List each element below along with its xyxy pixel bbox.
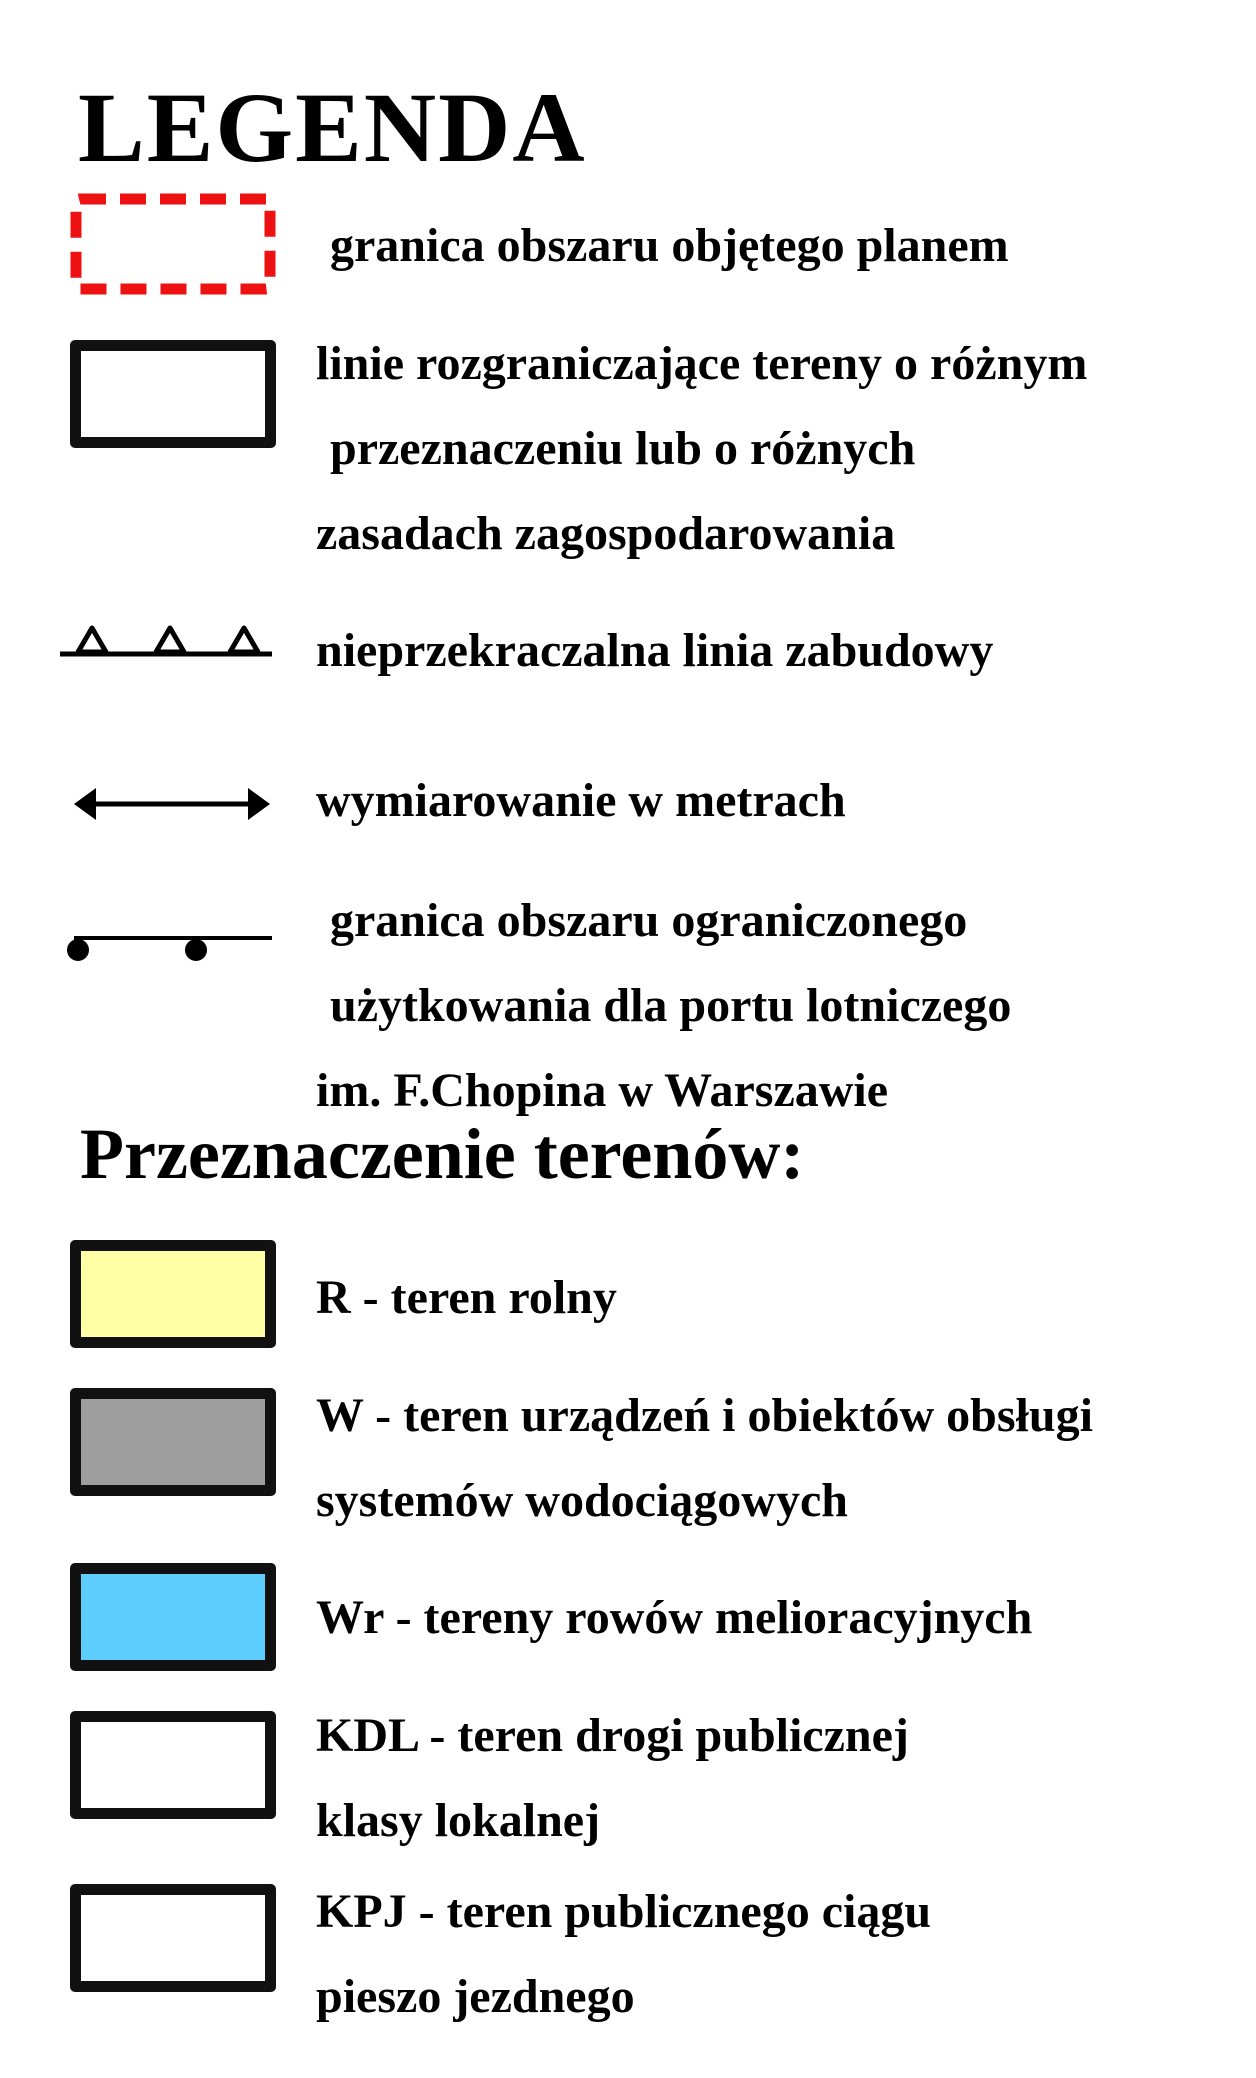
- double-arrow-icon: [72, 782, 272, 826]
- land-use-w-label-2: systemów wodociągowych: [316, 1474, 848, 1527]
- land-use-swatch-w: [70, 1388, 276, 1496]
- legend-item-airport-area-line-1: granica obszaru ograniczonego: [330, 894, 968, 947]
- land-use-swatch-kdl: [70, 1711, 276, 1819]
- triangle-building-line-icon: [58, 618, 276, 664]
- land-use-swatch-wr: [70, 1563, 276, 1671]
- legend-item-demarcation-line-3: zasadach zagospodarowania: [316, 507, 896, 560]
- land-use-kpj-label-1: KPJ - teren publicznego ciągu: [316, 1885, 932, 1938]
- land-use-kpj-label-2: pieszo jezdnego: [316, 1970, 635, 2023]
- legend-item-demarcation-line-2: przeznaczeniu lub o różnych: [330, 422, 916, 475]
- land-use-w-label-1: W - teren urządzeń i obiektów obsługi: [316, 1389, 1093, 1442]
- land-use-swatch-r: [70, 1240, 276, 1348]
- legend-item-building-line-label: nieprzekraczalna linia zabudowy: [316, 624, 994, 677]
- legend-item-airport-area-line-3: im. F.Chopina w Warszawie: [316, 1064, 889, 1117]
- legend-title: LEGENDA: [78, 72, 587, 183]
- dotted-line-icon: [62, 924, 276, 964]
- black-rectangle-icon: [70, 340, 276, 448]
- land-use-r-label: R - teren rolny: [316, 1271, 617, 1324]
- land-use-kdl-label-1: KDL - teren drogi publicznej: [316, 1709, 909, 1762]
- land-use-title: Przeznaczenie terenów:: [80, 1114, 805, 1194]
- land-use-kdl-label-2: klasy lokalnej: [316, 1794, 601, 1847]
- land-use-wr-label: Wr - tereny rowów melioracyjnych: [316, 1591, 1033, 1644]
- legend-item-demarcation-line-1: linie rozgraniczające tereny o różnym: [316, 337, 1088, 390]
- legend-item-airport-area-line-2: użytkowania dla portu lotniczego: [330, 979, 1012, 1032]
- land-use-swatch-kpj: [70, 1884, 276, 1992]
- red-dashed-boundary-icon: [70, 193, 276, 295]
- legend-item-dimension-label: wymiarowanie w metrach: [316, 774, 846, 827]
- legend-item-plan-boundary-label: granica obszaru objętego planem: [330, 219, 1009, 272]
